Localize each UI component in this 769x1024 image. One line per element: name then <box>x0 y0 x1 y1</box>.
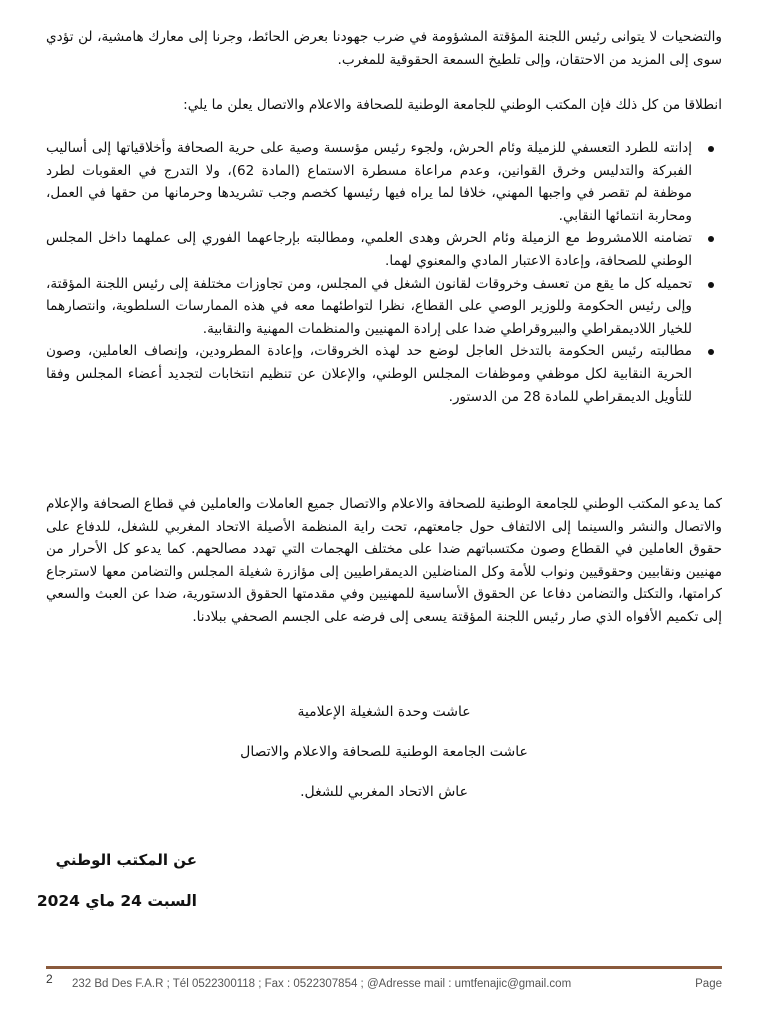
slogan-line: عاشت وحدة الشغيلة الإعلامية <box>297 704 471 720</box>
slogan-line: عاشت الجامعة الوطنية للصحافة والاعلام والاتصال <box>240 744 528 760</box>
slogan-line: عاش الاتحاد المغربي للشغل. <box>300 784 468 800</box>
signature-from: عن المكتب الوطني <box>55 851 197 869</box>
demands-list <box>46 137 722 408</box>
intro-paragraph: والتضحيات لا يتوانى رئيس اللجنة المؤقتة المشؤومة في ضرب جهودنا بعرض الحائط، وجرنا إلى معارك هامشية، لن تؤدي سوى إلى المزيد من الاحتقان، وإلى تلطيخ السمعة الحقوقية للمغرب. <box>46 29 722 68</box>
lead-paragraph: انطلاقا من كل ذلك فإن المكتب الوطني للجامعة الوطنية للصحافة والاعلام والاتصال يعلن ما يلي: <box>183 97 722 113</box>
page-number: 2 <box>46 972 53 986</box>
slogans-block <box>46 702 722 822</box>
list-item: تضامنه اللامشروط مع الزميلة وئام الحرش وهدى العلمي، ومطالبته بإرجاعهما الفوري إلى عملهما داخل المجلس الوطني للصحافة، وإعادة الاعتبار المادي والمعنوي لهما. <box>46 227 722 272</box>
signature-date: السبت 24 ماي 2024 <box>36 892 197 910</box>
footer-page-label: Page <box>695 978 722 990</box>
list-item: تحميله كل ما يقع من تعسف وخروقات لقانون الشغل في المجلس، ومن تجاوزات مختلفة إلى رئيس اللجنة المؤقتة، وإلى رئيس الحكومة وللوزير الوصي على القطاع، نظرا لتواطئهما معه في هذه الممارسات السلطوية، وانتصارهما للخيار اللاديمقراطي والبيروقراطي ضدا على إرادة المهنيين والمنظمات المهنية والنقابية. <box>46 273 722 341</box>
list-item: إدانته للطرد التعسفي للزميلة وئام الحرش، ولجوء رئيس مؤسسة وصية على حرية الصحافة وأخلاقياتها إلى أساليب الفبركة والتدليس وخرق القوانين، وعدم مراعاة مسطرة الاستماع (المادة 62)، ولا التدرج في العقوبات لطرد موظفة لم تقصر في واجبها المهني، خلافا لما يراه فيها رئيسها كخصم وجب تشريدها وحرمانها من حقها في العمل، ومحاربة انتمائها النقابي. <box>46 137 722 227</box>
list-item: مطالبته رئيس الحكومة بالتدخل العاجل لوضع حد لهذه الخروقات، وإعادة المطرودين، وإنصاف العاملين، وصون الحرية النقابية لكل موظفي وموظفات المجلس الوطني، والإعلان عن تنظيم انتخابات لتجديد أعضاء المجلس وفقا للتأويل الديمقراطي للمادة 28 من الدستور. <box>46 340 722 408</box>
appeal-paragraph: كما يدعو المكتب الوطني للجامعة الوطنية للصحافة والاعلام والاتصال جميع العاملات والعاملين في قطاع الصحافة والإعلام والاتصال والنشر والسينما إلى الالتفاف حول جامعتهم، تحت راية المنظمة الأصيلة الاتحاد المغربي للشغل، للدفاع على حقوق العاملين في القطاع وصون مكتسباتهم ضدا على مختلف الهجمات التي تهدد مصالحهم. كما يدعو كل الأحرار من مهنيين ونقابيين وحقوقيين ونواب للأمة وكل المناضلين الديمقراطيين إلى مؤازرة شغيلة المجلس والتضامن معها لاسترجاع كرامتها، والتكتل والتضامن دفاعا عن الحقوق الأساسية للمهنيين وفي مقدمتها الحقوق الدستورية، ضدا عن العبث والسعي إلى تكميم الأفواه الذي صار رئيس اللجنة المؤقتة يسعى إلى فرضه على الجسم الصحفي ببلادنا. <box>46 496 722 625</box>
footer-rule <box>46 966 722 969</box>
footer-contact: 232 Bd Des F.A.R ; Tél 0522300118 ; Fax : 0522307854 ; @Adresse mail : umtfenajic@gmail.com <box>72 978 572 990</box>
